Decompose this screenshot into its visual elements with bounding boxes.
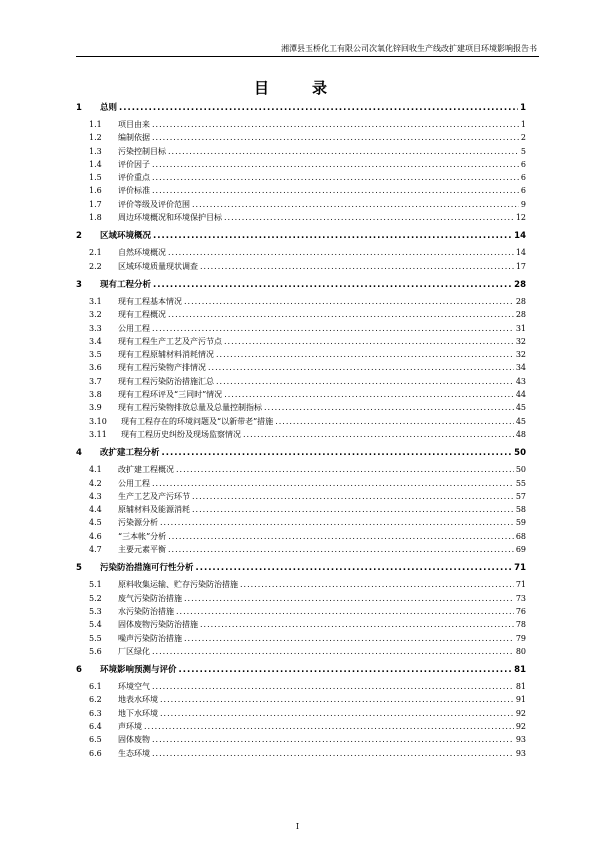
toc-chapter-entry[interactable]	[76, 664, 526, 677]
toc-entry-number: 3.3	[89, 323, 102, 333]
running-header: 湘潭县玉桥化工有限公司次氧化锌回收生产线改扩建项目环境影响报告书	[281, 44, 537, 53]
dot-leader	[208, 361, 514, 374]
toc-section-entry[interactable]	[76, 428, 526, 441]
dot-leader	[152, 184, 519, 197]
toc-entry-number: 3.2	[89, 310, 102, 320]
toc-entry-number: 3.9	[89, 403, 102, 413]
toc-section-entry[interactable]	[76, 720, 526, 733]
toc-entry-number: 4.2	[89, 478, 102, 488]
dot-leader	[216, 348, 514, 361]
dot-leader	[168, 246, 514, 259]
toc-section-entry[interactable]	[76, 477, 526, 490]
dot-leader	[144, 720, 514, 733]
toc-entry-number: 5.2	[89, 593, 102, 603]
toc-entry-number: 2.1	[89, 248, 102, 258]
toc-entry-page: 93	[515, 735, 526, 745]
toc-entry-number: 5.3	[89, 606, 102, 616]
toc-entry-number: 4.7	[89, 545, 102, 555]
dot-leader	[168, 308, 514, 321]
dot-leader	[216, 375, 514, 388]
dot-leader	[152, 118, 519, 131]
toc-entry-page: 34	[515, 363, 526, 373]
toc-entry-number: 1.2	[89, 133, 102, 143]
toc-entry-number: 6.6	[89, 748, 102, 758]
dot-leader	[152, 747, 514, 760]
toc-section-entry[interactable]	[76, 618, 526, 631]
toc-section-entry[interactable]	[76, 680, 526, 693]
dot-leader	[192, 503, 514, 516]
toc-entry-number: 6.3	[89, 708, 102, 718]
toc-entry-number: 1.7	[89, 199, 102, 209]
toc-entry-page: 48	[515, 429, 526, 439]
toc-entry-number: 3.11	[89, 429, 107, 439]
toc-entry-number: 1	[76, 103, 82, 113]
toc-section-entry[interactable]	[76, 543, 526, 556]
toc-entry-number: 1.1	[89, 120, 102, 129]
toc-section-entry[interactable]	[76, 348, 526, 361]
toc-section-entry[interactable]	[76, 693, 526, 706]
dot-leader	[153, 230, 512, 243]
toc-entry-label: 现有工程基本情况	[118, 296, 182, 306]
toc-entry-label: 水污染防治措施	[118, 606, 174, 616]
toc-section-entry[interactable]	[76, 747, 526, 760]
toc-section-entry[interactable]	[76, 632, 526, 645]
toc-entry-label: 污染控制目标	[118, 146, 166, 156]
toc-entry-page: 14	[514, 231, 526, 242]
toc-chapter-entry[interactable]	[76, 279, 526, 292]
toc-entry-number: 5.4	[89, 620, 102, 630]
toc-entry-number: 3.7	[89, 376, 102, 386]
toc-entry-number: 4.3	[89, 491, 102, 501]
dot-leader	[243, 428, 514, 441]
toc-entry-label: 地表水环境	[118, 695, 158, 705]
toc-section-entry[interactable]	[76, 415, 526, 428]
toc-entry-page: 45	[515, 403, 526, 413]
toc-entry-number: 4	[76, 448, 82, 459]
toc-entry-label: 改扩建工程概况	[118, 465, 174, 475]
toc-entry-number: 3.1	[89, 296, 102, 306]
toc-section-entry[interactable]	[76, 158, 526, 171]
page-title: 目 录	[253, 79, 341, 97]
dot-leader	[224, 211, 514, 224]
dot-leader	[160, 693, 514, 706]
toc-entry-page: 6	[520, 159, 526, 169]
page-number: I	[295, 822, 300, 831]
toc-entry-page: 28	[515, 296, 526, 306]
toc-chapter-entry[interactable]	[76, 447, 526, 460]
dot-leader	[152, 158, 519, 171]
dot-leader	[192, 198, 519, 211]
toc-entry-label: 评价标准	[118, 186, 150, 196]
toc-section-entry[interactable]	[76, 335, 526, 348]
toc-entry-label: 现有工程原辅材料消耗情况	[118, 350, 214, 360]
dot-leader	[162, 447, 513, 460]
toc-section-entry[interactable]	[76, 211, 526, 224]
toc-entry-number: 4.1	[89, 465, 102, 475]
toc-section-entry[interactable]	[76, 295, 526, 308]
toc-entry-label: 现有工程存在的环境问题及“以新带老”措施	[121, 416, 274, 426]
toc-entry-number: 3.10	[89, 416, 107, 426]
toc-entry-page: 50	[514, 448, 526, 459]
toc-entry-label: 总则	[100, 103, 118, 113]
toc-entry-page: 6	[520, 173, 526, 183]
toc-entry-label: 现有工程环评及“三同时”情况	[118, 390, 223, 400]
toc-entry-label: 废气污染防治措施	[118, 593, 182, 603]
dot-leader	[152, 171, 519, 184]
dot-leader	[192, 490, 514, 503]
toc-entry-label: 环境空气	[118, 682, 150, 692]
toc-entry-number: 3	[76, 279, 82, 290]
toc-section-entry[interactable]	[76, 118, 526, 131]
toc-entry-number: 6.2	[89, 695, 102, 705]
toc-entry-page: 59	[515, 518, 526, 528]
dot-leader	[152, 680, 514, 693]
toc-entry-label: 声环境	[118, 721, 142, 731]
toc-entry-label: 生态环境	[118, 748, 150, 758]
toc-entry-number: 3.4	[89, 336, 102, 346]
toc-entry-number: 4.5	[89, 518, 102, 528]
toc-entry-number: 2	[76, 231, 82, 242]
toc-entry-page: 17	[515, 261, 526, 271]
toc-entry-number: 1.6	[89, 186, 102, 196]
toc-entry-page: 14	[515, 248, 526, 258]
toc-entry-number: 6.5	[89, 735, 102, 745]
toc-entry-page: 92	[515, 721, 526, 731]
toc-section-entry[interactable]	[76, 388, 526, 401]
toc-entry-page: 69	[515, 545, 526, 555]
toc-section-entry[interactable]	[76, 401, 526, 414]
dot-leader	[200, 618, 514, 631]
toc-entry-number: 1.8	[89, 213, 102, 223]
toc-section-entry[interactable]	[76, 578, 526, 591]
toc-entry-number: 1.3	[89, 146, 102, 156]
dot-leader	[152, 477, 514, 490]
toc-entry-label: 污染防治措施可行性分析	[100, 563, 194, 574]
toc-entry-number: 5.6	[89, 646, 102, 656]
toc-entry-label: 现有工程污染防治措施汇总	[118, 376, 214, 386]
toc-section-entry[interactable]	[76, 361, 526, 374]
toc-entry-page: 55	[515, 478, 526, 488]
toc-entry-number: 3.8	[89, 390, 102, 400]
toc-entry-label: 区域环境质量现状调查	[118, 261, 198, 271]
dot-leader	[224, 388, 514, 401]
toc-entry-page: 50	[515, 465, 526, 475]
toc-section-entry[interactable]	[76, 260, 526, 273]
toc-entry-number: 6	[76, 665, 82, 676]
toc-entry-page: 43	[515, 376, 526, 386]
dot-leader	[152, 322, 514, 335]
toc-section-entry[interactable]	[76, 592, 526, 605]
dot-leader	[200, 260, 514, 273]
toc-entry-number: 5	[76, 563, 82, 574]
table-of-contents	[76, 102, 526, 760]
toc-entry-page: 71	[515, 580, 526, 590]
toc-entry-label: 污染源分析	[118, 518, 158, 528]
dot-leader	[168, 145, 519, 158]
toc-entry-page: 80	[515, 646, 526, 656]
toc-entry-page: 73	[515, 593, 526, 603]
toc-entry-label: 生产工艺及产污环节	[118, 491, 190, 501]
toc-entry-label: 噪声污染防治措施	[118, 633, 182, 643]
toc-entry-number: 1.4	[89, 159, 102, 169]
toc-entry-number: 2.2	[89, 261, 102, 271]
toc-entry-label: 主要元素平衡	[118, 545, 166, 555]
toc-entry-page: 78	[515, 620, 526, 630]
toc-entry-label: 地下水环境	[118, 708, 158, 718]
dot-leader	[184, 592, 514, 605]
dot-leader	[176, 463, 514, 476]
toc-section-entry[interactable]	[76, 184, 526, 197]
toc-section-entry[interactable]	[76, 503, 526, 516]
toc-entry-number: 4.4	[89, 505, 102, 515]
dot-leader	[168, 543, 514, 556]
toc-entry-label: 厂区绿化	[118, 646, 150, 656]
toc-entry-page: 12	[515, 213, 526, 223]
toc-entry-page: 32	[515, 336, 526, 346]
toc-entry-page: 6	[520, 186, 526, 196]
toc-entry-number: 5.5	[89, 633, 102, 643]
toc-entry-label: 现有工程污染物产排情况	[118, 363, 206, 373]
toc-entry-label: 区域环境概况	[100, 231, 152, 242]
toc-entry-number: 6.4	[89, 721, 102, 731]
toc-entry-page: 81	[515, 682, 526, 692]
toc-entry-label: 周边环境概况和环境保护目标	[118, 213, 222, 223]
toc-entry-label: 环境影响预测与评价	[100, 665, 177, 676]
toc-section-entry[interactable]	[76, 707, 526, 720]
toc-entry-label: 现有工程分析	[100, 279, 152, 290]
toc-entry-label: 评价等级及评价范围	[118, 199, 190, 209]
header-rule	[76, 56, 539, 57]
toc-entry-number: 6.1	[89, 682, 102, 692]
toc-entry-page: 2	[520, 133, 526, 143]
toc-section-entry[interactable]	[76, 605, 526, 618]
toc-entry-label: 项目由来	[118, 120, 150, 129]
toc-section-entry[interactable]	[76, 131, 526, 144]
toc-section-entry[interactable]	[76, 145, 526, 158]
toc-entry-page: 71	[514, 563, 526, 574]
toc-entry-number: 4.6	[89, 531, 102, 541]
dot-leader	[168, 530, 514, 543]
dot-leader	[184, 295, 514, 308]
toc-entry-page: 81	[514, 665, 526, 676]
toc-entry-number: 1.5	[89, 173, 102, 183]
toc-section-entry[interactable]	[76, 171, 526, 184]
toc-section-entry[interactable]	[76, 516, 526, 529]
dot-leader	[179, 664, 513, 677]
toc-entry-page: 57	[515, 491, 526, 501]
toc-entry-page: 91	[515, 695, 526, 705]
toc-entry-page: 68	[515, 531, 526, 541]
toc-entry-label: 原辅材料及能源消耗	[118, 505, 190, 515]
dot-leader	[196, 562, 513, 575]
toc-entry-label: 评价重点	[118, 173, 150, 183]
toc-entry-label: 自然环境概况	[118, 248, 166, 258]
toc-entry-label: “三本帐”分析	[118, 531, 167, 541]
toc-entry-page: 58	[515, 505, 526, 515]
dot-leader	[176, 605, 514, 618]
dot-leader	[264, 401, 514, 414]
toc-entry-page: 79	[515, 633, 526, 643]
toc-entry-page: 45	[515, 416, 526, 426]
toc-entry-page: 9	[520, 199, 526, 209]
dot-leader	[152, 733, 514, 746]
dot-leader	[119, 102, 518, 115]
toc-entry-page: 93	[515, 748, 526, 758]
toc-section-entry[interactable]	[76, 645, 526, 658]
toc-entry-label: 固体废物污染防治措施	[118, 620, 198, 630]
dot-leader	[152, 645, 514, 658]
dot-leader	[275, 415, 514, 428]
toc-entry-page: 76	[515, 606, 526, 616]
toc-entry-label: 公用工程	[118, 478, 150, 488]
toc-section-entry[interactable]	[76, 322, 526, 335]
toc-entry-page: 1	[520, 120, 526, 129]
toc-chapter-entry[interactable]	[76, 230, 526, 243]
toc-entry-page: 28	[515, 310, 526, 320]
toc-entry-number: 5.1	[89, 580, 102, 590]
toc-section-entry[interactable]	[76, 530, 526, 543]
toc-chapter-entry[interactable]	[76, 102, 526, 115]
toc-entry-page: 44	[515, 390, 526, 400]
toc-section-entry[interactable]	[76, 246, 526, 259]
toc-entry-number: 3.5	[89, 350, 102, 360]
toc-entry-label: 编制依据	[118, 133, 150, 143]
dot-leader	[160, 516, 514, 529]
toc-entry-label: 固体废物	[118, 735, 150, 745]
dot-leader	[224, 335, 514, 348]
dot-leader	[240, 578, 514, 591]
toc-entry-label: 公用工程	[118, 323, 150, 333]
toc-chapter-entry[interactable]	[76, 562, 526, 575]
toc-entry-page: 32	[515, 350, 526, 360]
toc-entry-label: 评价因子	[118, 159, 150, 169]
toc-entry-label: 现有工程生产工艺及产污节点	[118, 336, 222, 346]
toc-section-entry[interactable]	[76, 490, 526, 503]
toc-section-entry[interactable]	[76, 198, 526, 211]
dot-leader	[153, 279, 512, 292]
toc-entry-page: 28	[514, 279, 526, 290]
toc-entry-label: 现有工程概况	[118, 310, 166, 320]
toc-section-entry[interactable]	[76, 733, 526, 746]
toc-entry-page: 31	[515, 323, 526, 333]
toc-entry-label: 现有工程历史纠纷及现场监察情况	[121, 429, 241, 439]
dot-leader	[152, 131, 519, 144]
toc-section-entry[interactable]	[76, 463, 526, 476]
toc-entry-number: 3.6	[89, 363, 102, 373]
toc-entry-page: 92	[515, 708, 526, 718]
toc-entry-label: 原料收集运输、贮存污染防治措施	[118, 580, 238, 590]
toc-section-entry[interactable]	[76, 375, 526, 388]
toc-entry-label: 改扩建工程分析	[100, 448, 160, 459]
toc-entry-page: 5	[520, 146, 526, 156]
toc-entry-label: 现有工程污染物排放总量及总量控制指标	[118, 403, 262, 413]
toc-entry-page: 1	[520, 103, 526, 113]
dot-leader	[184, 632, 514, 645]
dot-leader	[160, 707, 514, 720]
toc-section-entry[interactable]	[76, 308, 526, 321]
